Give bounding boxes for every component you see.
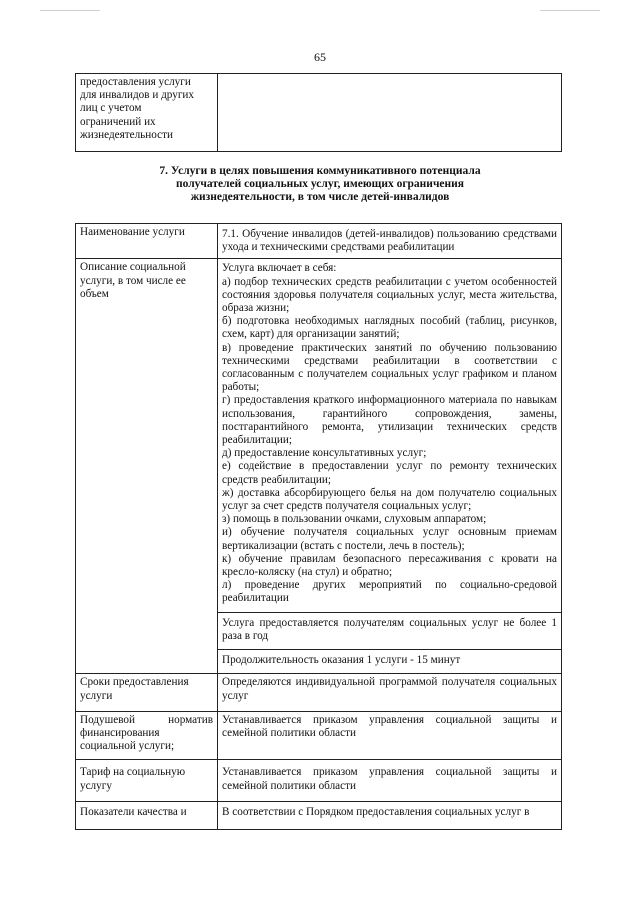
service-table [75,223,562,830]
service-duration: Продолжительность оказания 1 услуги - 15 минут [218,650,562,674]
label-line: услугу [80,779,112,792]
row-label [76,711,218,760]
list-item: и) обучение получателя социальных услуг основным приемам вертикализации (встать с постели, лечь в постель); [222,526,557,552]
table-row-terms [76,674,562,711]
service-quality: В соответствии с Порядком предоставления социальных услуг в [218,801,562,829]
label-line: услуги, в том числе ее [80,274,186,287]
page-number: 65 [314,50,326,64]
label-line: Подушевой норматив [80,713,213,726]
table-row-normative [76,711,562,760]
table-row-name [76,224,562,259]
row-label [76,760,218,801]
row-label: Наименование услуги [76,224,218,259]
table-row-quality [76,801,562,829]
continuation-table [75,73,562,152]
label-line: ограничений их [80,115,156,128]
service-name: 7.1. Обучение инвалидов (детей-инвалидов) пользованию средствами ухода и техническими средствами реабилитации [218,224,562,259]
heading-line: 7. Услуги в целях повышения коммуникативного потенциала [159,165,481,177]
row-label [76,674,218,711]
label-line: Сроки предоставления [80,676,189,689]
label-line: лиц с учетом [80,102,142,115]
label-line: для инвалидов и других [80,89,195,102]
row-label: Показатели качества и [76,801,218,829]
row-value [218,74,562,152]
row-label [76,74,218,152]
section-heading [120,165,520,204]
list-item: з) помощь в пользовании очками, слуховым аппаратом; [222,513,487,526]
label-line: жизнедеятельности [80,128,173,141]
label-line: Тариф на социальную [80,766,186,779]
description-intro: Услуга включает в себя: [222,262,337,275]
row-label [76,259,218,674]
table-row-tariff [76,760,562,801]
list-item: б) подготовка необходимых наглядных пособий (таблиц, рисунков, схем, карт) для организации занятий; [222,315,557,341]
label-line: социальной услуги; [80,740,175,753]
service-terms: Определяются индивидуальной программой получателя социальных услуг [218,674,562,711]
label-line: услуги [80,689,113,702]
label-line: объем [80,287,109,300]
heading-line: получателей социальных услуг, имеющих ограничения [175,178,465,190]
service-tariff: Устанавливается приказом управления социальной защиты и семейной политики области [218,760,562,801]
list-item: в) проведение практических занятий по обучению пользованию техническими средствами реабилитации в соответствии с согласованным с получателем социальных услуг графиком и планом работы; [222,341,557,394]
label-line: Описание социальной [80,261,186,274]
scan-artifact [540,10,600,11]
list-item: к) обучение правилам безопасного пересаживания с кровати на кресло-коляску (на стул) и обратно; [222,552,557,579]
list-item: г) предоставления краткого информационного материала по навыкам использования, гарантийного сопровождения, замены, постгарантийного ремонта, утилизации технических средств реабилитации; [222,394,557,447]
table-row [76,74,562,152]
list-item: ж) доставка абсорбирующего белья на дом получателю социальных услуг за счет средств получателя социальных услуг; [222,486,557,513]
list-item: е) содействие в предоставлении услуг по ремонту технических средств реабилитации; [222,460,557,486]
list-item: л) проведение других мероприятий по социально-средовой реабилитации [222,579,557,605]
service-normative: Устанавливается приказом управления социальной защиты и семейной политики области [218,711,562,760]
heading-line: жизнедеятельности, в том числе детей-инвалидов [190,191,450,203]
table-row-description [76,259,562,612]
service-description [218,259,562,612]
label-line: финансирования [80,726,160,739]
list-item: а) подбор технических средств реабилитации с учетом особенностей состояния здоровья получателя социальных услуг, места жительства, образа жизни; [222,275,557,315]
list-item: д) предоставление консультативных услуг; [222,447,427,460]
service-frequency: Услуга предоставляется получателям социальных услуг не более 1 раза в год [218,612,562,649]
scan-artifact [40,10,100,11]
label-line: предоставления услуги [80,76,191,88]
